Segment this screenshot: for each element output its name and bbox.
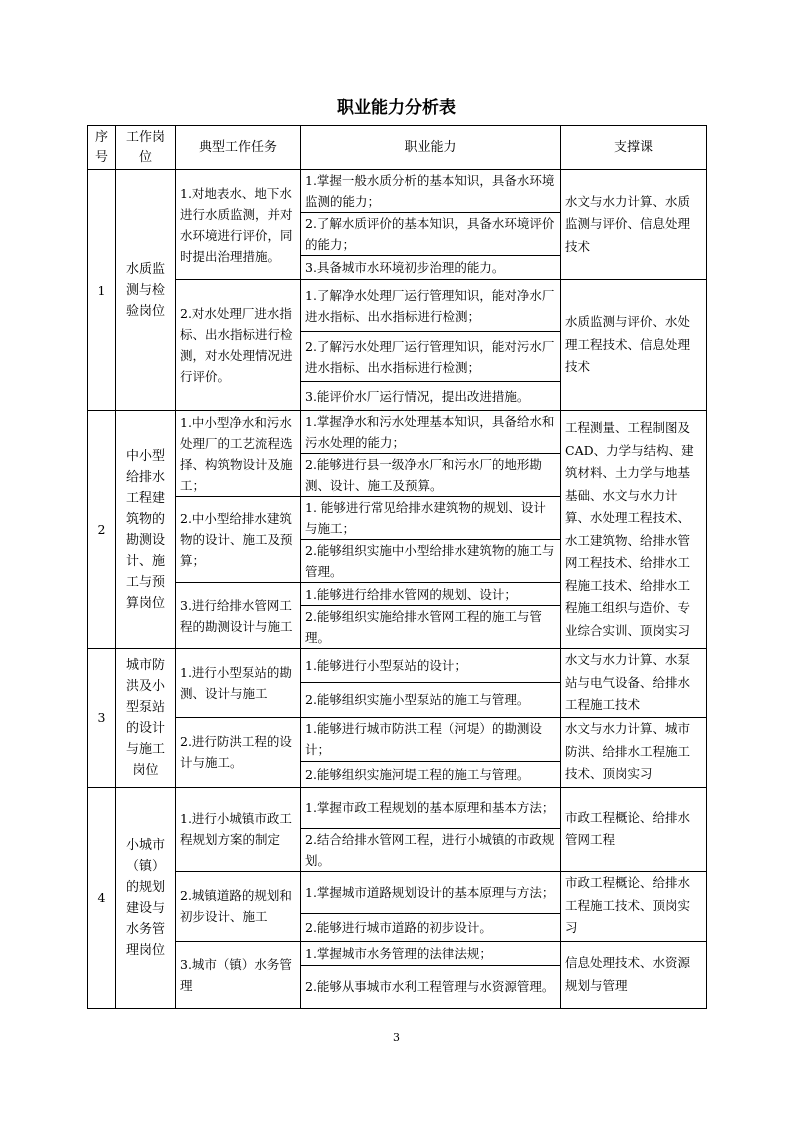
row-courses: 市政工程概论、给排水工程施工技术、顶岗实习 [561, 871, 707, 941]
row-ability: 2.能够组织实施小型泵站的施工与管理。 [301, 682, 561, 717]
table-row [88, 787, 707, 828]
row-task: 1.对地表水、地下水进行水质监测，并对水环境进行评价，同时提出治理措施。 [176, 170, 301, 280]
row-ability: 1.掌握一般水质分析的基本知识，具备水环境监测的能力； [301, 170, 561, 213]
row-post: 小城市（镇）的规划建设与水务管理岗位 [116, 787, 176, 1008]
row-ability: 1.能够进行城市防洪工程（河堤）的勘测设计； [301, 717, 561, 761]
row-ability: 2.了解污水处理厂运行管理知识，能对污水厂进水指标、出水指标进行检测； [301, 332, 561, 382]
row-ability: 2.能够从事城市水利工程管理与水资源管理。 [301, 965, 561, 1008]
table-header-row [88, 126, 707, 170]
row-ability: 1.能够进行给排水管网的规划、设计； [301, 583, 561, 606]
table-row [88, 649, 707, 683]
row-seq: 4 [88, 787, 116, 1008]
row-seq: 3 [88, 649, 116, 788]
header-post: 工作岗位 [116, 126, 176, 170]
row-task: 1.进行小城镇市政工程规划方案的制定 [176, 787, 301, 871]
row-ability: 2.能够进行县一级净水厂和污水厂的地形勘测、设计、施工及预算。 [301, 454, 561, 497]
row-ability: 2.能够组织实施河堤工程的施工与管理。 [301, 761, 561, 787]
row-ability: 2.能够进行城市道路的初步设计。 [301, 913, 561, 941]
row-ability: 2.结合给排水管网工程，进行小城镇的市政规划。 [301, 828, 561, 871]
occupational-ability-table [87, 125, 707, 1009]
row-courses: 信息处理技术、水资源规划与管理 [561, 941, 707, 1008]
row-ability: 1.掌握市政工程规划的基本原理和基本方法； [301, 787, 561, 828]
table-row [88, 941, 707, 965]
row-task: 2.进行防洪工程的设计与施工。 [176, 717, 301, 787]
row-ability: 1.能够进行小型泵站的设计； [301, 649, 561, 683]
row-task: 2.城镇道路的规划和初步设计、施工 [176, 871, 301, 941]
row-ability: 2.能够组织实施中小型给排水建筑物的施工与管理。 [301, 540, 561, 583]
row-task: 3.城市（镇）水务管理 [176, 941, 301, 1008]
page-number: 3 [393, 1031, 400, 1044]
row-task: 1.进行小型泵站的勘测、设计与施工 [176, 649, 301, 718]
row-task: 2.对水处理厂进水指标、出水指标进行检测，对水处理情况进行评价。 [176, 280, 301, 411]
row-courses: 工程测量、工程制图及CAD、力学与结构、建筑材料、土力学与地基基础、水文与水力计算、水处理工程技术、水工建筑物、给排水管网工程技术、给排水工程施工技术、给排水工程施工组织与造价、专业综合实训、顶岗实习 [561, 411, 707, 649]
row-ability: 1.掌握城市道路规划设计的基本原理与方法； [301, 871, 561, 913]
row-courses: 水质监测与评价、水处理工程技术、信息处理技术 [561, 280, 707, 411]
header-ability: 职业能力 [301, 126, 561, 170]
row-task: 2.中小型给排水建筑物的设计、施工及预算； [176, 497, 301, 583]
table-row [88, 170, 707, 213]
row-seq: 2 [88, 411, 116, 649]
page-title: 职业能力分析表 [337, 98, 456, 118]
table-row [88, 280, 707, 332]
row-ability: 1.掌握城市水务管理的法律法规； [301, 941, 561, 965]
row-ability: 3.具备城市水环境初步治理的能力。 [301, 256, 561, 280]
row-task: 1.中小型净水和污水处理厂的工艺流程选择、构筑物设计及施工； [176, 411, 301, 497]
header-task: 典型工作任务 [176, 126, 301, 170]
row-task: 3.进行给排水管网工程的勘测设计与施工 [176, 583, 301, 649]
row-ability: 2.能够组织实施给排水管网工程的施工与管理。 [301, 606, 561, 649]
row-ability: 3.能评价水厂运行情况，提出改进措施。 [301, 382, 561, 411]
row-courses: 市政工程概论、给排水管网工程 [561, 787, 707, 871]
header-courses: 支撑课 [561, 126, 707, 170]
table-row [88, 411, 707, 454]
row-ability: 2.了解水质评价的基本知识，具备水环境评价的能力； [301, 213, 561, 256]
table-row [88, 717, 707, 761]
row-post: 中小型给排水工程建筑物的勘测设计、施工与预算岗位 [116, 411, 176, 649]
row-courses: 水文与水力计算、城市防洪、给排水工程施工技术、顶岗实习 [561, 717, 707, 787]
row-courses: 水文与水力计算、水泵站与电气设备、给排水工程施工技术 [561, 649, 707, 718]
row-post: 城市防洪及小型泵站的设计与施工岗位 [116, 649, 176, 788]
row-ability: 1.掌握净水和污水处理基本知识，具备给水和污水处理的能力； [301, 411, 561, 454]
row-courses: 水文与水力计算、水质监测与评价、信息处理技术 [561, 170, 707, 280]
row-seq: 1 [88, 170, 116, 411]
row-ability: 1. 能够进行常见给排水建筑物的规划、设计与施工； [301, 497, 561, 540]
row-ability: 1.了解净水处理厂运行管理知识，能对净水厂进水指标、出水指标进行检测； [301, 280, 561, 332]
table-row [88, 871, 707, 913]
header-seq: 序号 [88, 126, 116, 170]
row-post: 水质监测与检验岗位 [116, 170, 176, 411]
